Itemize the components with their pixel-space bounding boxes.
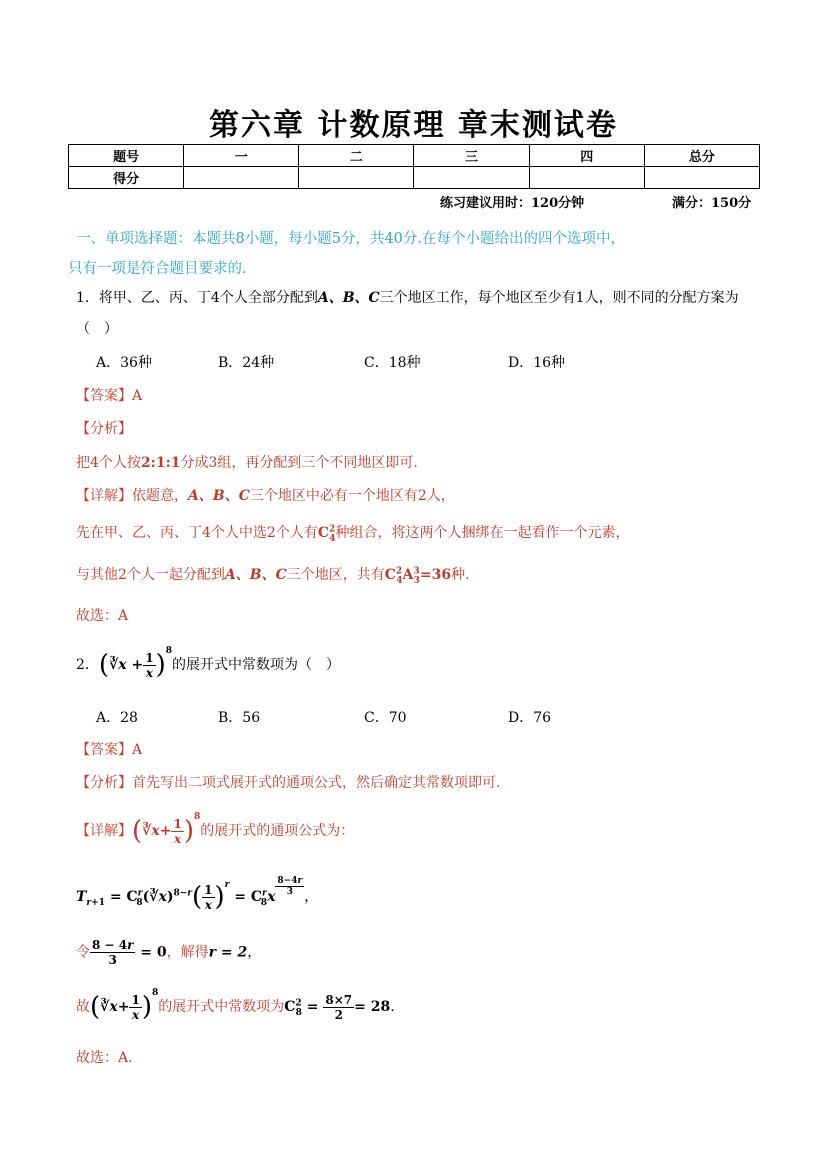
q2-option-d: D．76 [508, 710, 552, 726]
q1-option-d: D．16种 [508, 355, 566, 371]
q1-stem: 1．将甲、乙、丙、丁4个人全部分配到A、B、C三个地区工作，每个地区至少有1人，则不同的分配方案为 [76, 290, 739, 306]
q2-answer: 【答案】A [76, 742, 143, 758]
section-heading: 一、单项选择题：本题共8小题，每小题5分，共40分.在每个小题给出的四个选项中， [76, 231, 626, 247]
page-title: 第六章 计数原理 章末测试卷 [209, 108, 618, 143]
q2-stem: 2．(∛x + $\frac{1}{x}$ )$^8$的展开式中常数项为（ ） [76, 646, 341, 680]
table-row [69, 145, 760, 167]
q2-analysis: 【分析】首先写出二项式展开式的通项公式，然后确定其常数项即可. [76, 775, 501, 791]
time-note: 练习建议用时：120分钟 [440, 196, 585, 211]
table-cell: 得分 [69, 167, 184, 189]
table-cell: 题号 [69, 145, 184, 167]
q1-detail-1: 【详解】依题意，A、B、C三个地区中必有一个地区有2人， [76, 488, 455, 504]
q1-choose: 故选：A [76, 608, 129, 624]
table-cell[interactable] [299, 167, 414, 189]
table-cell: 三 [414, 145, 529, 167]
q1-stem-blank: （ ） [76, 321, 118, 337]
q1-answer: 【答案】A [76, 388, 143, 404]
full-score-note: 满分：150分 [672, 196, 752, 211]
table-cell[interactable] [184, 167, 299, 189]
q1-option-b: B．24种 [218, 355, 275, 371]
q1-detail-2: 先在甲、乙、丙、丁4个人中选2个人有$C^2_4$种组合，将这两个人捆绑在一起看作一个元素， [76, 524, 630, 544]
q2-choose: 故选：A. [76, 1050, 133, 1066]
table-cell[interactable] [529, 167, 644, 189]
section-heading-cont: 只有一项是符合题目要求的. [68, 261, 247, 277]
q2-let: 令 $\frac{8 - 4r}{3}$ = 0，解得r = 2， [76, 938, 262, 967]
table-cell: 一 [184, 145, 299, 167]
q2-option-a: A．28 [96, 710, 138, 726]
q2-option-b: B．56 [218, 710, 261, 726]
score-table [68, 144, 760, 189]
q1-option-c: C．18种 [364, 355, 421, 371]
table-cell: 四 [529, 145, 644, 167]
q1-detail-3: 与其他2个人一起分配到A、B、C三个地区，共有$C^2_4A^3_3=36$种. [76, 566, 470, 586]
q2-general-term: $T_{r+1}$ = $C^r_8(∛x)^{8-r}$( $\frac{1}{x}$ )$^r = C^r_8x$ $^{\frac{8-4r}{3}}$ ， [76, 876, 319, 912]
q1-option-a: A．36种 [96, 355, 152, 371]
table-cell: 总分 [644, 145, 759, 167]
table-cell[interactable] [644, 167, 759, 189]
table-row [69, 167, 760, 189]
q1-analysis: 把4个人按2:1:1分成3组，再分配到三个不同地区即可. [76, 455, 418, 471]
q2-detail-1: 【详解】(∛x+ $\frac{1}{x}$ )$^8$的展开式的通项公式为： [76, 812, 355, 846]
table-cell[interactable] [414, 167, 529, 189]
table-cell: 二 [299, 145, 414, 167]
q1-analysis-tag: 【分析】 [76, 421, 132, 437]
q2-conclusion: 故(∛x+ $\frac{1}{x}$ )$^8$的展开式中常数项为$C^2_8$ = $\frac{8\times 7}{2}$ = 28. [76, 988, 395, 1022]
q2-option-c: C．70 [364, 710, 407, 726]
